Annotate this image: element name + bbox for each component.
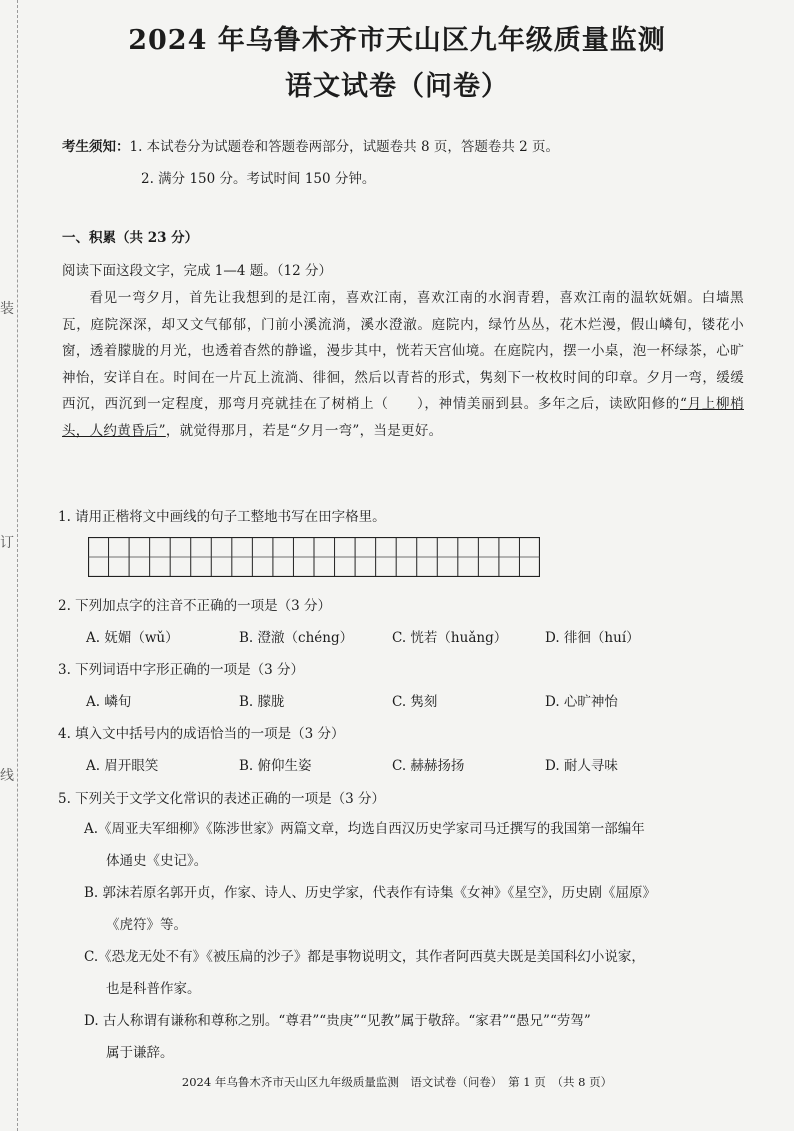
q5-option-c-line1: C.《恐龙无处不有》《被压扁的沙子》都是事物说明文，其作者阿西莫夫既是美国科幻小说家， (84, 949, 645, 965)
q5-option-b-line1: B. 郭沫若原名郭开贞，作家、诗人、历史学家，代表作有诗集《女神》《星空》，历史剧《屈原》 (84, 885, 657, 901)
question-5: 5. 下列关于文学文化常识的表述正确的一项是（3 分） (58, 791, 386, 807)
q4-option-b: B. 俯仰生姿 (239, 758, 312, 774)
exam-title: 2024 年乌鲁木齐市天山区九年级质量监测 (128, 25, 666, 56)
question-2: 2. 下列加点字的注音不正确的一项是（3 分） (58, 598, 332, 614)
margin-mark-ding: 订 (0, 535, 14, 551)
question-2-options (86, 626, 746, 646)
q3-option-a: A. 嶙旬 (86, 694, 132, 710)
question-3-options (86, 690, 746, 710)
passage-text-2: ，就觉得那月，若是“夕月一弯”，当是更好。 (165, 422, 443, 439)
q5-option-c-line2: 也是科普作家。 (106, 981, 201, 997)
q5-option-a-line1: A.《周亚夫军细柳》《陈涉世家》两篇文章，均选自西汉历史学家司马迁撰写的我国第一部编年 (84, 821, 645, 837)
notice-label: 考生须知： (62, 139, 130, 155)
q3-option-b: B. 朦胧 (239, 694, 285, 710)
section-heading: 一、积累（共 23 分） (62, 230, 199, 246)
q2-option-a: A. 妩媚（wǔ） (86, 630, 179, 646)
passage-text-1: 看见一弯夕月，首先让我想到的是江南，喜欢江南，喜欢江南的水润青碧，喜欢江南的温软妩媚。白墙黑瓦，庭院深深，却又文气郁郁，门前小溪流淌，溪水澄澈。庭院内，绿竹丛丛，花木烂漫，假山嶙旬，镂花小窗，透着朦胧的月光，也透着杳然的静谧，漫步其中，恍若天宫仙境。在庭院内，摆一小桌，泡一杯绿茶，心旷神怡，安详自在。时间在一片瓦上流淌、徘徊，然后以青苔的形式，隽刻下一枚枚时间的印章。夕月一弯，缓缓西沉，西沉到一定程度，那弯月亮就挂在了树梢上（ ），神情美丽到县。多年之后，读欧阳修的 (62, 290, 744, 412)
question-4: 4. 填入文中括号内的成语恰当的一项是（3 分） (58, 726, 345, 742)
q3-option-c: C. 隽刻 (392, 694, 438, 710)
question-1: 1. 请用正楷将文中画线的句子工整地书写在田字格里。 (58, 509, 386, 525)
margin-mark-zhuang: 装 (0, 301, 14, 317)
question-3: 3. 下列词语中字形正确的一项是（3 分） (58, 662, 305, 678)
margin-mark-xian: 线 (0, 768, 14, 784)
page-footer: 2024 年乌鲁木齐市天山区九年级质量监测 语文试卷（问卷） 第 1 页 （共 8 页） (181, 1075, 613, 1089)
tianzige-writing-grid[interactable] (88, 537, 540, 577)
q5-option-d-line2: 属于谦辞。 (106, 1045, 174, 1061)
q2-option-b: B. 澄澈（chéng） (239, 630, 354, 646)
q2-option-d: D. 徘徊（huí） (545, 630, 640, 646)
q4-option-a: A. 眉开眼笑 (86, 758, 159, 774)
underlined-sentence: “月上柳梢头，人约黄昏后” (62, 396, 744, 439)
reading-passage (62, 285, 744, 444)
question-4-options (86, 754, 746, 774)
q2-option-c: C. 恍若（huǎng） (392, 630, 508, 646)
q5-option-a-line2: 体通史《史记》。 (106, 853, 208, 869)
q4-option-c: C. 赫赫扬扬 (392, 758, 465, 774)
q3-option-d: D. 心旷神怡 (545, 694, 618, 710)
notice-line-1 (62, 135, 559, 155)
q4-option-d: D. 耐人寻味 (545, 758, 618, 774)
reading-instruction: 阅读下面这段文字，完成 1—4 题。（12 分） (62, 263, 332, 279)
q5-option-b-line2: 《虎符》等。 (106, 917, 187, 933)
exam-subtitle: 语文试卷（问卷） (285, 71, 509, 102)
notice-item-2: 2. 满分 150 分。考试时间 150 分钟。 (141, 171, 376, 187)
question-5-options (84, 813, 750, 1069)
notice-item-1: 1. 本试卷分为试题卷和答题卷两部分，试题卷共 8 页，答题卷共 2 页。 (129, 139, 560, 155)
binding-line (17, 0, 18, 1131)
q5-option-d-line1: D. 古人称谓有谦称和尊称之别。“尊君”“贵庚”“见教”属于敬辞。“家君”“愚兄”“劳驾” (84, 1013, 591, 1029)
